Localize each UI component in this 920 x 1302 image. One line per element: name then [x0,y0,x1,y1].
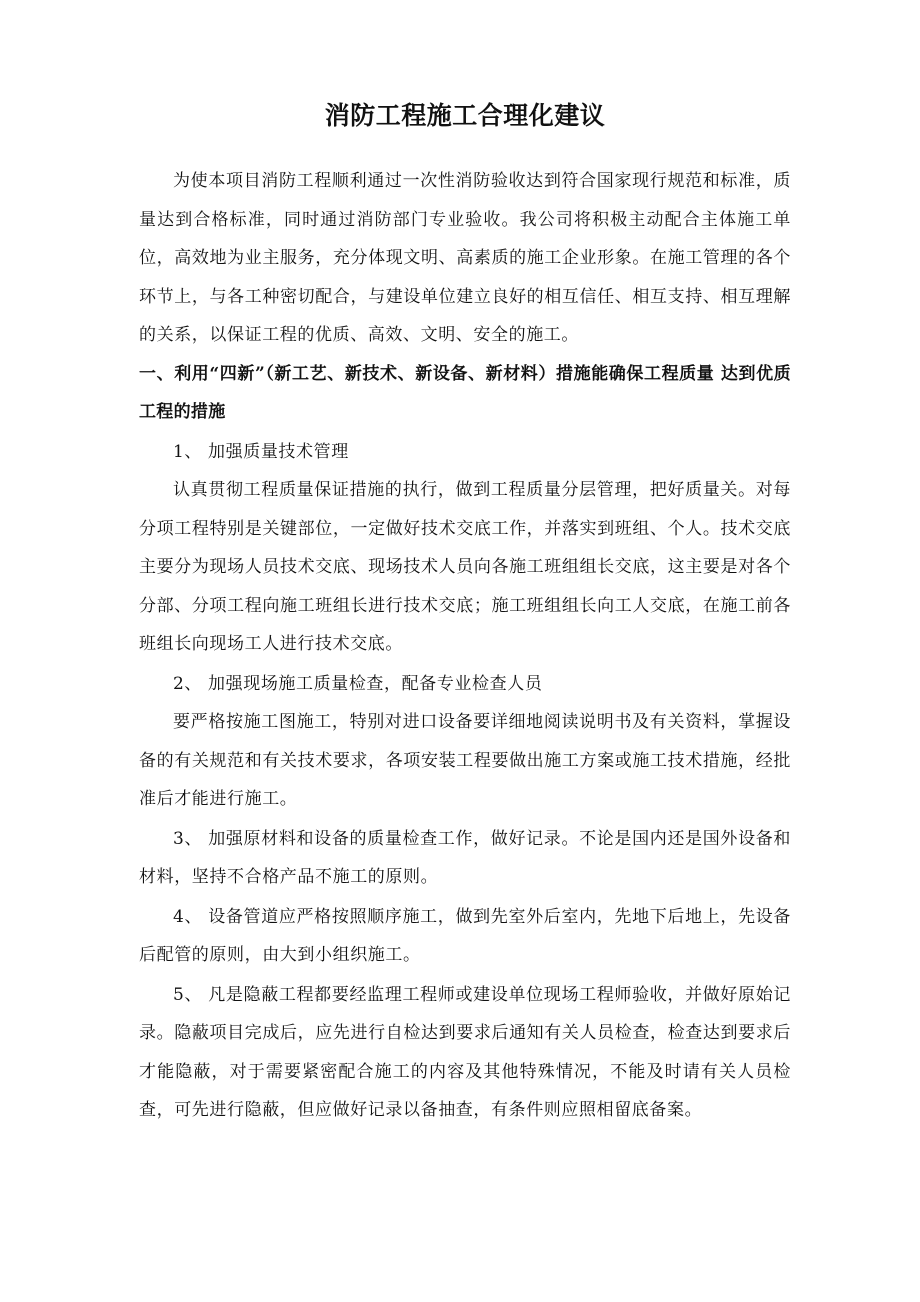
item-heading: 2、 加强现场施工质量检查，配备专业检查人员 [173,673,543,694]
intro-paragraph: 为使本项目消防工程顺利通过一次性消防验收达到符合国家现行规范和标准，质量达到合格标准，同时通过消防部门专业验收。我公司将积极主动配合主体施工单位，高效地为业主服务，充分体现文明、高素质的施工企业形象。在施工管理的各个环节上，与各工种密切配合，与建设单位建立良好的相互信任、相互支持、相互理解的关系，以保证工程的优质、高效、文明、安全的施工。 [139,171,791,345]
section-heading: 一、利用“四新”（新工艺、新技术、新设备、新材料）措施能确保工程质量 达到优质工程的措施 [139,363,791,422]
item-3 [139,820,791,897]
item-heading: 1、 加强质量技术管理 [173,441,349,462]
item-paragraph: 5、 凡是隐蔽工程都要经监理工程师或建设单位现场工程师验收，并做好原始记录。隐蔽项目完成后，应先进行自检达到要求后通知有关人员检查，检查达到要求后才能隐蔽，对于需要紧密配合施工的内容及其他特殊情况，不能及时请有关人员检查，可先进行隐蔽，但应做好记录以备抽查，有条件则应照相留底备案。 [139,984,791,1120]
item-paragraph: 3、 加强原材料和设备的质量检查工作，做好记录。不论是国内还是国外设备和材料，坚持不合格产品不施工的原则。 [139,828,791,887]
document-page [139,88,791,1130]
item-body: 认真贯彻工程质量保证措施的执行，做到工程质量分层管理，把好质量关。对每分项工程特别是关键部位，一定做好技术交底工作，并落实到班组、个人。技术交底主要分为现场人员技术交底、现场技术人员向各施工班组组长交底，这主要是对各个分部、分项工程向施工班组长进行技术交底；施工班组组长向工人交底，在施工前各班组长向现场工人进行技术交底。 [139,480,791,654]
document-title: 消防工程施工合理化建议 [324,101,606,130]
item-1 [139,433,791,664]
item-body: 要严格按施工图施工，特别对进口设备要详细地阅读说明书及有关资料，掌握设备的有关规范和有关技术要求，各项安装工程要做出施工方案或施工技术措施，经批准后才能进行施工。 [139,712,791,809]
item-paragraph: 4、 设备管道应严格按照顺序施工，做到先室外后室内，先地下后地上，先设备后配管的原则，由大到小组织施工。 [139,906,791,965]
item-4 [139,898,791,975]
item-2 [139,665,791,819]
item-5 [139,976,791,1130]
